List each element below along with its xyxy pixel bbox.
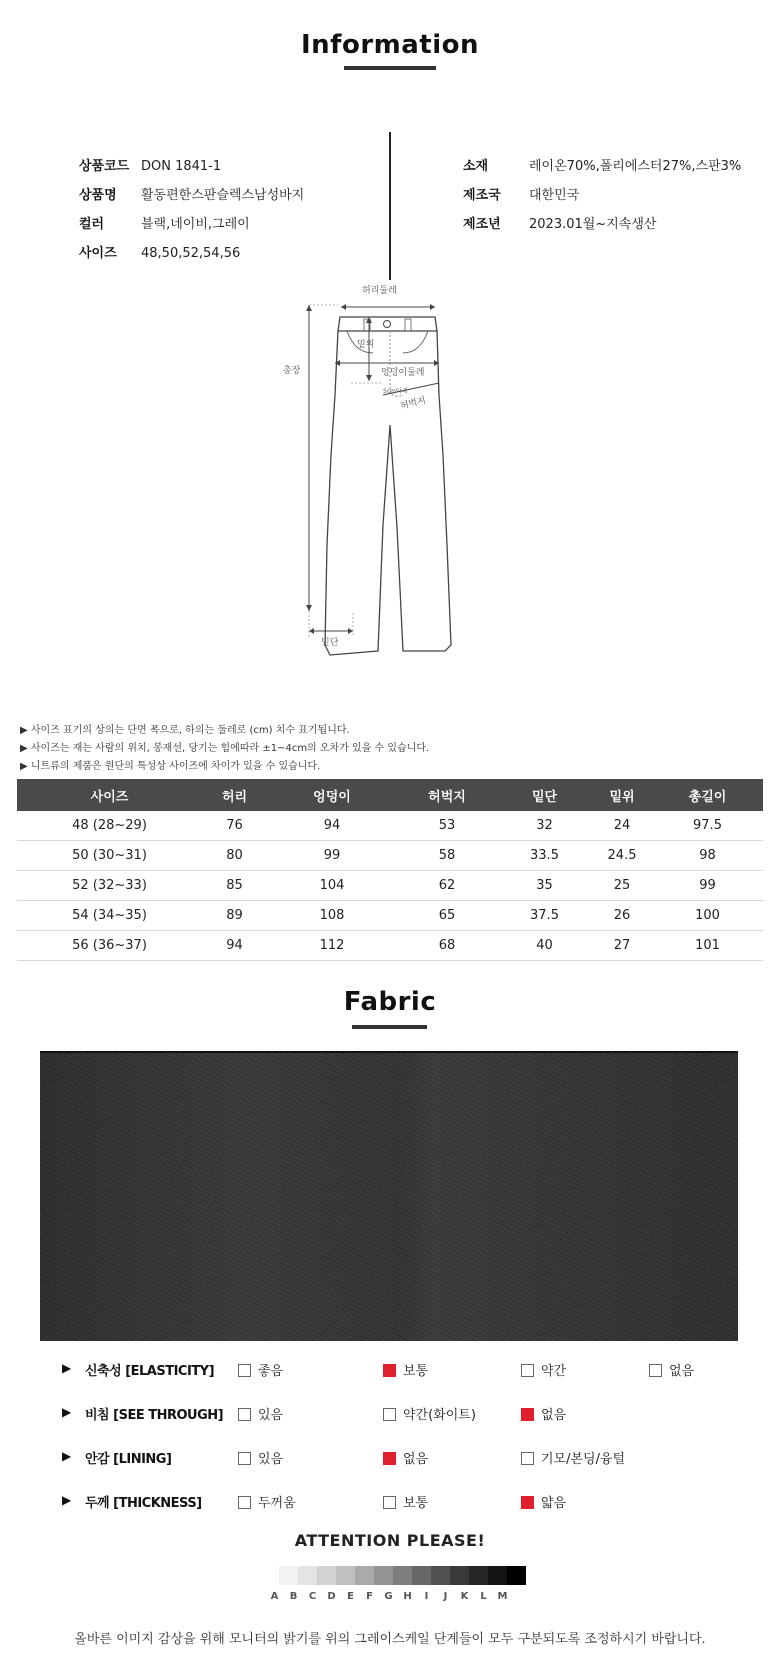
hem-label: 밑단 xyxy=(321,638,339,648)
info-value: 2023.01월~지속생산 xyxy=(529,217,657,232)
info-value: 블랙,네이비,그레이 xyxy=(141,217,250,232)
fabric-title: Fabric xyxy=(343,987,437,1017)
length-label: 총장 xyxy=(283,366,301,376)
table-cell: 85 xyxy=(202,871,267,901)
thigh-offset-label: 5cm아래 xyxy=(383,388,408,395)
info-label: 제조국 xyxy=(463,188,501,203)
checkbox-square xyxy=(238,1452,251,1465)
checkbox-square xyxy=(521,1452,534,1465)
info-value: DON 1841-1 xyxy=(141,159,222,174)
column-header: 사이즈 xyxy=(17,779,202,811)
table-row xyxy=(17,931,763,961)
table-cell: 48 (28~29) xyxy=(17,811,202,841)
grayscale-swatch xyxy=(393,1566,412,1585)
option-label: 없음 xyxy=(403,1452,429,1467)
grayscale-letter: K xyxy=(460,1591,469,1602)
table-header-row xyxy=(17,779,763,811)
checkbox-square xyxy=(238,1496,251,1509)
option-label: 없음 xyxy=(541,1408,567,1423)
info-label: 소재 xyxy=(463,159,489,174)
option-label: 보통 xyxy=(403,1496,429,1511)
property-row-see-through xyxy=(0,1402,780,1424)
table-cell: 94 xyxy=(267,811,397,841)
table-cell: 76 xyxy=(202,811,267,841)
table-cell: 94 xyxy=(202,931,267,961)
grayscale-letter: F xyxy=(366,1591,373,1602)
table-cell: 108 xyxy=(267,901,397,931)
grayscale-letter: A xyxy=(270,1591,279,1602)
property-row-elasticity xyxy=(0,1358,780,1380)
table-row xyxy=(17,841,763,871)
option-label: 약간 xyxy=(541,1364,567,1379)
table-cell: 99 xyxy=(267,841,397,871)
option-label: 있음 xyxy=(258,1452,284,1467)
table-cell: 62 xyxy=(397,871,497,901)
table-cell: 98 xyxy=(652,841,763,871)
table-cell: 58 xyxy=(397,841,497,871)
option-label: 약간(화이트) xyxy=(403,1408,476,1423)
checkbox-square-checked xyxy=(383,1364,396,1377)
grayscale-letter: M xyxy=(497,1591,508,1602)
option-label: 얇음 xyxy=(541,1496,567,1511)
info-label: 상품명 xyxy=(79,188,117,203)
fabric-swatch-image xyxy=(40,1051,738,1341)
size-note: ▶ 사이즈 표기의 상의는 단면 폭으로, 하의는 둘레로 (cm) 치수 표기됩니다. xyxy=(20,725,350,736)
size-note: ▶ 사이즈는 재는 사람의 위치, 봉재선, 당기는 힘에따라 ±1~4cm의 오차가 있을 수 있습니다. xyxy=(20,743,430,754)
arrow-right-icon: ▶ xyxy=(62,1449,72,1463)
table-cell: 104 xyxy=(267,871,397,901)
hip-label: 엉덩이둘레 xyxy=(381,368,425,378)
checkbox-square-checked xyxy=(521,1408,534,1421)
checkbox-square xyxy=(649,1364,662,1377)
grayscale-swatch xyxy=(431,1566,450,1585)
table-row xyxy=(17,811,763,841)
checkbox-square-checked xyxy=(521,1496,534,1509)
grayscale-swatch xyxy=(450,1566,469,1585)
table-cell: 50 (30~31) xyxy=(17,841,202,871)
title-underline xyxy=(352,1025,427,1029)
info-label: 제조년 xyxy=(463,217,501,232)
grayscale-swatch xyxy=(336,1566,355,1585)
table-row xyxy=(17,871,763,901)
table-cell: 40 xyxy=(497,931,592,961)
grayscale-letter: L xyxy=(480,1591,487,1602)
table-cell: 27 xyxy=(592,931,652,961)
property-label: 안감 [LINING] xyxy=(85,1452,172,1467)
column-header: 허벅지 xyxy=(397,779,497,811)
rise-label: 밑위 xyxy=(357,340,375,350)
grayscale-swatch xyxy=(412,1566,431,1585)
size-table xyxy=(17,779,763,961)
table-cell: 54 (34~35) xyxy=(17,901,202,931)
attention-title: ATTENTION PLEASE! xyxy=(294,1531,486,1550)
property-label: 두께 [THICKNESS] xyxy=(85,1496,202,1511)
table-cell: 99 xyxy=(652,871,763,901)
checkbox-square xyxy=(238,1364,251,1377)
size-note: ▶ 니트류의 제품은 원단의 특성상 사이즈에 차이가 있을 수 있습니다. xyxy=(20,761,321,772)
grayscale-swatch xyxy=(488,1566,507,1585)
option-label: 기모/본딩/융털 xyxy=(541,1452,626,1467)
column-header: 허리 xyxy=(202,779,267,811)
option-label: 있음 xyxy=(258,1408,284,1423)
info-value: 활동편한스판슬렉스남성바지 xyxy=(141,188,305,203)
table-row xyxy=(17,901,763,931)
table-cell: 80 xyxy=(202,841,267,871)
table-cell: 56 (36~37) xyxy=(17,931,202,961)
table-cell: 89 xyxy=(202,901,267,931)
grayscale-letter: I xyxy=(424,1591,429,1602)
checkbox-square xyxy=(383,1408,396,1421)
table-cell: 97.5 xyxy=(652,811,763,841)
column-header: 엉덩이 xyxy=(267,779,397,811)
waist-label: 허리둘레 xyxy=(362,286,397,296)
table-cell: 65 xyxy=(397,901,497,931)
table-cell: 24.5 xyxy=(592,841,652,871)
column-header: 밑단 xyxy=(497,779,592,811)
grayscale-letter: C xyxy=(308,1591,317,1602)
info-divider xyxy=(389,132,391,280)
table-cell: 33.5 xyxy=(497,841,592,871)
property-label: 신축성 [ELASTICITY] xyxy=(85,1364,215,1379)
information-title: Information xyxy=(300,30,480,60)
title-underline xyxy=(344,66,436,70)
grayscale-swatch xyxy=(317,1566,336,1585)
table-cell: 112 xyxy=(267,931,397,961)
grayscale-letter: E xyxy=(347,1591,354,1602)
table-cell: 26 xyxy=(592,901,652,931)
checkbox-square xyxy=(383,1496,396,1509)
arrow-right-icon: ▶ xyxy=(62,1361,72,1375)
grayscale-swatch xyxy=(355,1566,374,1585)
info-value: 레이온70%,폴리에스터27%,스판3% xyxy=(529,159,742,174)
table-cell: 100 xyxy=(652,901,763,931)
arrow-right-icon: ▶ xyxy=(62,1493,72,1507)
property-row-lining xyxy=(0,1446,780,1468)
table-cell: 52 (32~33) xyxy=(17,871,202,901)
column-header: 총길이 xyxy=(652,779,763,811)
grayscale-swatch xyxy=(507,1566,526,1585)
property-label: 비침 [SEE THROUGH] xyxy=(85,1408,224,1423)
table-cell: 37.5 xyxy=(497,901,592,931)
grayscale-swatch xyxy=(279,1566,298,1585)
column-header: 밑위 xyxy=(592,779,652,811)
grayscale-swatch xyxy=(469,1566,488,1585)
option-label: 보통 xyxy=(403,1364,429,1379)
checkbox-square xyxy=(238,1408,251,1421)
table-cell: 25 xyxy=(592,871,652,901)
grayscale-letter: B xyxy=(289,1591,298,1602)
table-cell: 68 xyxy=(397,931,497,961)
grayscale-letter: G xyxy=(384,1591,393,1602)
grayscale-swatch xyxy=(298,1566,317,1585)
monitor-brightness-note: 올바른 이미지 감상을 위해 모니터의 밝기를 위의 그레이스케일 단계들이 모두 구분되도록 조정하시기 바랍니다. xyxy=(74,1632,706,1647)
info-value: 대한민국 xyxy=(529,188,580,203)
info-label: 사이즈 xyxy=(79,246,117,261)
checkbox-square-checked xyxy=(383,1452,396,1465)
pants-measurement-diagram xyxy=(283,286,485,680)
grayscale-letter: J xyxy=(443,1591,448,1602)
info-value: 48,50,52,54,56 xyxy=(141,246,241,261)
grayscale-swatch xyxy=(374,1566,393,1585)
table-cell: 24 xyxy=(592,811,652,841)
grayscale-letter: D xyxy=(327,1591,336,1602)
info-label: 컬러 xyxy=(79,217,105,232)
option-label: 좋음 xyxy=(258,1364,284,1379)
thigh-label: 허벅지 xyxy=(399,395,428,412)
option-label: 없음 xyxy=(669,1364,695,1379)
grayscale-strip xyxy=(279,1566,526,1585)
table-cell: 101 xyxy=(652,931,763,961)
arrow-right-icon: ▶ xyxy=(62,1405,72,1419)
table-cell: 53 xyxy=(397,811,497,841)
property-row-thickness xyxy=(0,1490,780,1512)
info-label: 상품코드 xyxy=(79,159,130,174)
table-cell: 32 xyxy=(497,811,592,841)
table-cell: 35 xyxy=(497,871,592,901)
option-label: 두꺼움 xyxy=(258,1496,296,1511)
grayscale-letter: H xyxy=(403,1591,412,1602)
checkbox-square xyxy=(521,1364,534,1377)
